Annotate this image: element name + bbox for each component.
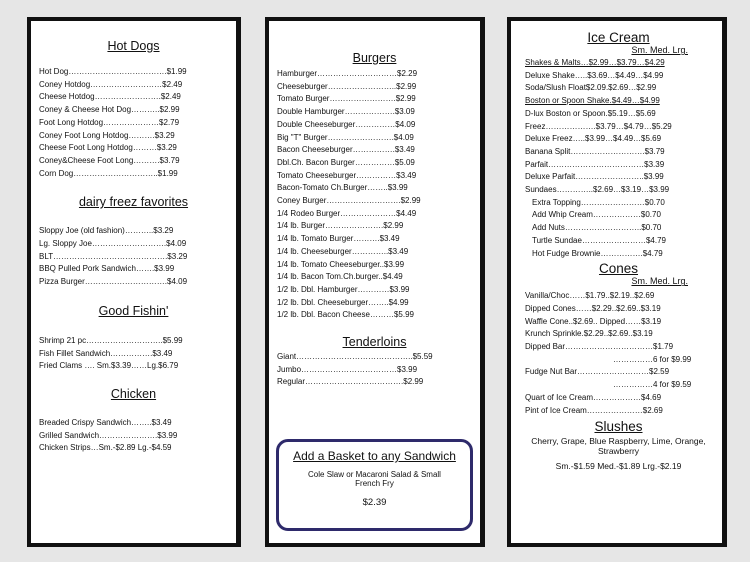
menu-item: ……………4 for $9.59 xyxy=(613,380,692,390)
menu-item: Double Cheeseburger……………$4.09 xyxy=(277,119,416,129)
tenderloins-list xyxy=(277,351,472,389)
menu-item: Lg. Sloppy Joe……………………….$4.09 xyxy=(39,239,187,249)
menu-item: Hamburger…………………………$2.29 xyxy=(277,69,418,78)
menu-item: Add Nuts………………………..$0.70 xyxy=(532,223,662,233)
menu-item: D-lux Boston or Spoon.$5.19…$5.69 xyxy=(525,108,656,118)
menu-item: Deluxe Parfait……………………..$3.99 xyxy=(525,172,664,182)
burgers-heading: Burgers xyxy=(352,51,397,65)
menu-item: Parfait………………………………$3.39 xyxy=(525,159,665,169)
basket-sides: Cole Slaw or Macaroni Salad & Small French Fry xyxy=(308,470,441,488)
menu-item: Waffle Cone..$2.69.. Dipped……$3.19 xyxy=(525,316,662,326)
menu-item: Turtle Sundae……………………$4.79 xyxy=(532,235,666,245)
chicken-heading: Chicken xyxy=(110,386,157,401)
menu-item: Foot Long Hotdog…………………$2.79 xyxy=(39,117,180,127)
menu-item: 1/4 lb. Tomato Cheeseburger..$3.99 xyxy=(277,259,405,269)
menu-item: Coney&Cheese Foot Long……….$3.79 xyxy=(39,155,180,165)
menu-item: Banana Split……………………….$3.79 xyxy=(525,146,665,156)
menu-item: Shrimp 21 pc………………………..$5.99 xyxy=(39,335,183,345)
menu-item: ……………6 for $9.99 xyxy=(613,354,692,364)
menu-item: Pint of Ice Cream…………………$2.69 xyxy=(525,405,663,415)
menu-item: 1/2 lb. Dbl. Cheeseburger……..$4.99 xyxy=(277,297,409,307)
menu-item: 1/4 Rodeo Burger…………………$4.49 xyxy=(277,208,417,218)
tenderloins-heading: Tenderloins xyxy=(342,335,407,350)
menu-item: 1/4 lb. Cheeseburger…………..$3.49 xyxy=(277,246,409,256)
menu-item: Fried Clams …. Sm.$3.39……Lg.$6.79 xyxy=(39,361,179,371)
menu-item: Coney Burger……………………….$2.99 xyxy=(277,196,421,206)
menu-item: Tomato Burger…………………….$2.99 xyxy=(277,94,416,104)
menu-item: Extra Topping……………………$0.70 xyxy=(532,197,665,207)
ice-cream-size-header: Sm. Med. Lrg. xyxy=(631,45,688,55)
menu-item: Cheese Hotdog…………………….$2.49 xyxy=(39,92,181,102)
menu-item: Jumbo………………………………$3.99 xyxy=(277,364,418,374)
hot-dogs-heading: Hot Dogs xyxy=(107,39,160,53)
menu-panel-right xyxy=(507,17,727,547)
menu-panel-middle xyxy=(265,17,485,547)
menu-item: Boston or Spoon Shake.$4.49…$4.99 xyxy=(525,96,660,106)
slush-prices: Sm.-$1.59 Med.-$1.89 Lrg.-$2.19 xyxy=(555,461,682,472)
good-fishin-list xyxy=(39,335,228,373)
menu-item: Cheeseburger……………………..$2.99 xyxy=(277,81,417,91)
slushes-heading: Slushes xyxy=(594,419,643,435)
menu-item: Coney & Cheese Hot Dog………..$2.99 xyxy=(39,105,180,115)
menu-item: Tomato Cheeseburger……………$3.49 xyxy=(277,170,417,180)
menu-item: 1/4 lb. Tomato Burger……….$3.49 xyxy=(277,234,400,244)
menu-item: Coney Hotdog………………………$2.49 xyxy=(39,79,183,89)
cones-heading: Cones xyxy=(598,261,639,277)
menu-panel-left xyxy=(27,17,241,547)
menu-item: Fish Fillet Sandwich…………….$3.49 xyxy=(39,348,173,358)
menu-item: 1/2 lb. Dbl. Bacon Cheese………$5.99 xyxy=(277,310,414,320)
cones-size-header: Sm. Med. Lrg. xyxy=(631,276,688,287)
menu-item: Freez……………….$3.79…$4.79…$5.29 xyxy=(525,121,672,131)
menu-item: Bacon Cheeseburger…………….$3.49 xyxy=(277,145,415,155)
menu-item: 1/2 lb. Dbl. Hamburger…………$3.99 xyxy=(277,284,410,294)
menu-item: Dipped Bar……………………………$1.79 xyxy=(525,342,674,352)
menu-item: Dipped Cones……$2.29..$2.69..$3.19 xyxy=(525,303,661,313)
menu-item: Sloppy Joe (old fashion)………..$3.29 xyxy=(39,226,174,236)
menu-item: Cheese Foot Long Hotdog………$3.29 xyxy=(39,143,177,153)
menu-item: Giant……………………………………..$5.59 xyxy=(277,352,433,362)
menu-item: Hot Fudge Brownie…………….$4.79 xyxy=(532,248,663,258)
ice-cream-list xyxy=(525,57,712,260)
good-fishin-heading: Good Fishin' xyxy=(98,303,169,318)
basket-title: Add a Basket to any Sandwich xyxy=(293,449,456,463)
ice-cream-heading: Ice Cream xyxy=(587,30,650,45)
menu-item: Bacon-Tomato Ch.Burger……..$3.99 xyxy=(277,183,408,193)
menu-item: Big "T" Burger…………………….$4.09 xyxy=(277,132,414,142)
dairy-favorites-list xyxy=(39,225,228,289)
basket-offer-box xyxy=(276,439,473,531)
burgers-list xyxy=(277,68,472,322)
menu-item: Dbl.Ch. Bacon Burger……………$5.09 xyxy=(277,157,415,167)
menu-item: Pizza Burger………………………….$4.09 xyxy=(39,277,188,287)
menu-item: BBQ Pulled Pork Sandwich…….$3.99 xyxy=(39,264,175,274)
slush-flavors: Cherry, Grape, Blue Raspberry, Lime, Orange, Strawberry xyxy=(531,436,706,457)
menu-item: Add Whip Cream………………$0.70 xyxy=(532,210,661,220)
menu-item: Grilled Sandwich………………….$3.99 xyxy=(39,430,178,440)
menu-item: BLT…………………………………….$3.29 xyxy=(39,251,188,261)
cones-list xyxy=(525,290,712,417)
menu-item: Soda/Slush Float$2.09.$2.69…$2.99 xyxy=(525,83,657,93)
menu-item: Hot Dog……………………………….$1.99 xyxy=(39,67,187,76)
menu-item: Corn Dog…………………………..$1.99 xyxy=(39,168,178,178)
menu-item: Fudge Nut Bar………………………$2.59 xyxy=(525,367,670,377)
hot-dogs-list xyxy=(39,66,228,180)
dairy-favorites-heading: dairy freez favorites xyxy=(78,195,189,210)
menu-item: Krunch Sprinkle.$2.29..$2.69..$3.19 xyxy=(525,329,653,339)
menu-item: Deluxe Freez…..$3.99…$4.49…$5.69 xyxy=(525,134,662,144)
menu-item: Quart of Ice Cream………………$4.69 xyxy=(525,392,662,402)
menu-item: 1/4 lb. Burger………………….$2.99 xyxy=(277,221,404,231)
menu-item: Breaded Crispy Sandwich……..$3.49 xyxy=(39,417,172,427)
menu-item: Chicken Strips…Sm.-$2.89 Lg.-$4.59 xyxy=(39,443,172,453)
menu-item: 1/4 lb. Bacon Tom.Ch.burger..$4.49 xyxy=(277,272,403,282)
menu-item: Vanilla/Choc……$1.79..$2.19..$2.69 xyxy=(525,291,655,301)
menu-item: Coney Foot Long Hotdog……….$3.29 xyxy=(39,130,175,140)
chicken-list xyxy=(39,417,228,455)
menu-item: Deluxe Shake…..$3.69…$4.49…$4.99 xyxy=(525,70,664,80)
menu-item: Shakes & Malts…$2.99…$3.79…$4.29 xyxy=(525,58,665,67)
menu-item: Regular……………………………….$2.99 xyxy=(277,377,424,387)
menu-item: Sundaes…………..$2.69…$3.19…$3.99 xyxy=(525,185,670,195)
menu-item: Double Hamburger……………….$3.09 xyxy=(277,107,415,117)
basket-price: $2.39 xyxy=(362,497,387,508)
